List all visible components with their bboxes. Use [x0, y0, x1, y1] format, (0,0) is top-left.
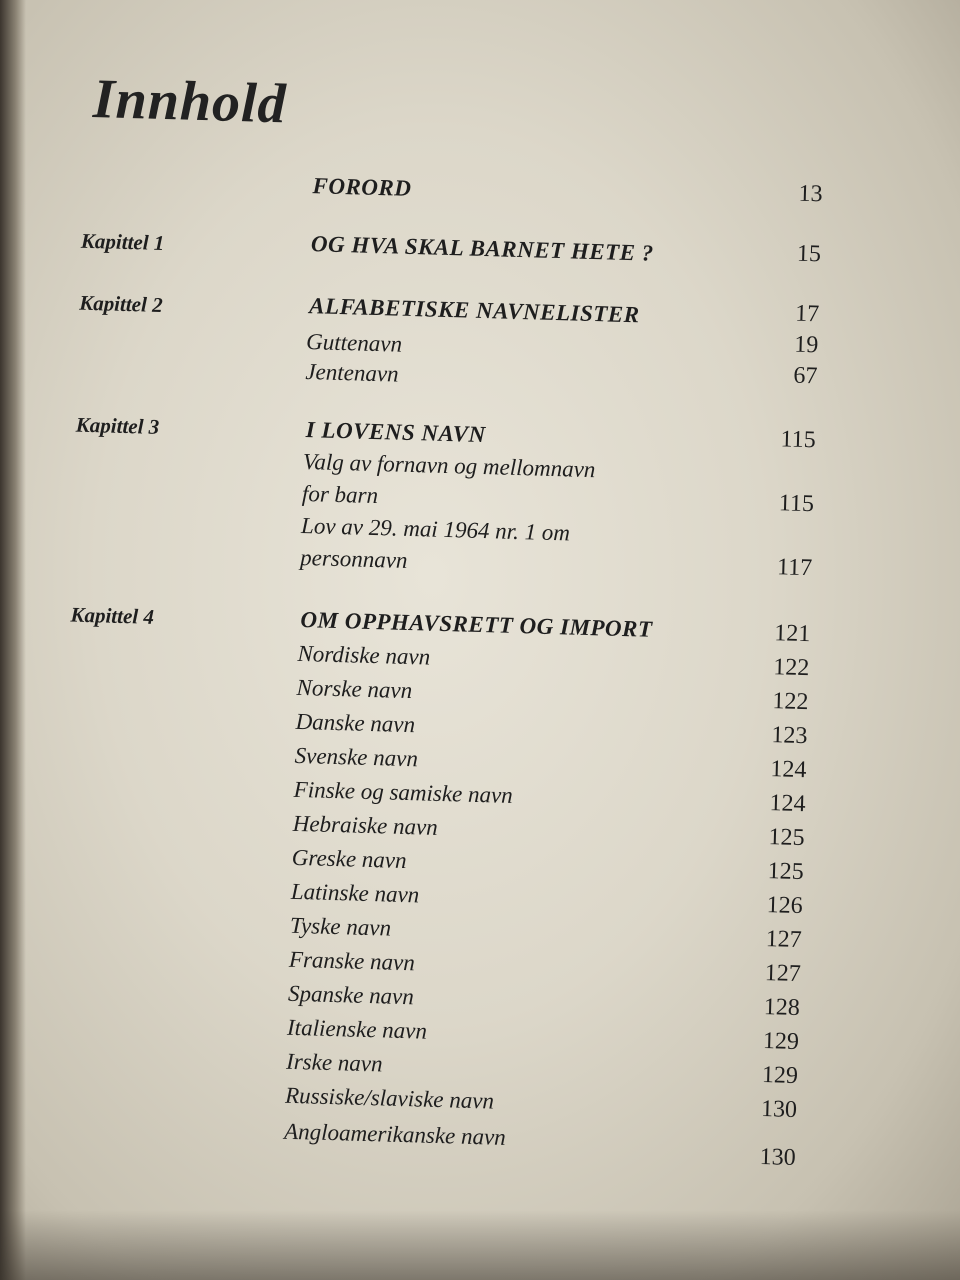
toc-subentry: personnavn — [299, 544, 408, 573]
toc-subentry: Finske og samiske navn — [293, 776, 514, 808]
toc-subentry: Lov av 29. mai 1964 nr. 1 om — [300, 512, 571, 546]
toc-subentry: Danske navn — [295, 708, 416, 738]
toc-page-number: 17 — [794, 300, 820, 328]
toc-subentry: Irske navn — [285, 1048, 383, 1077]
toc-page-number: 130 — [760, 1096, 798, 1124]
toc-page-number: 115 — [780, 426, 817, 454]
toc-subentry: Hebraiske navn — [292, 810, 439, 840]
toc-page-number: 121 — [773, 620, 811, 648]
toc-page-number: 124 — [770, 756, 807, 784]
toc-subentry: Guttenavn — [305, 329, 403, 357]
toc-page-number: 125 — [768, 824, 805, 852]
toc-subentry: for barn — [301, 480, 379, 509]
toc-page-number: 125 — [767, 858, 805, 886]
toc-subentry: Nordiske navn — [297, 640, 431, 670]
toc-page-number: 129 — [761, 1062, 799, 1090]
toc-page-number: 123 — [771, 722, 808, 750]
toc-heading: OM OPPHAVSRETT OG IMPORT — [300, 606, 653, 642]
toc-chapter-label: Kapittel 4 — [70, 602, 155, 629]
toc-page-number: 124 — [769, 790, 806, 818]
toc-heading: ALFABETISKE NAVNELISTER — [308, 293, 640, 328]
toc-page-number: 127 — [765, 926, 803, 954]
toc-subentry: Spanske navn — [287, 980, 415, 1010]
toc-page-number: 122 — [772, 654, 810, 682]
toc-chapter-label: Kapittel 3 — [75, 412, 160, 439]
toc-page-number: 67 — [793, 362, 818, 390]
toc-subentry: Angloamerikanske navn — [283, 1118, 507, 1150]
toc-page-number: 126 — [766, 892, 804, 920]
toc-subentry: Jentenavn — [305, 359, 399, 387]
toc-page-number: 117 — [776, 554, 813, 582]
toc-subentry: Greske navn — [291, 844, 407, 874]
toc-page-number: 128 — [763, 994, 801, 1022]
toc-subentry: Tyske navn — [289, 912, 392, 941]
toc-heading: I LOVENS NAVN — [305, 417, 486, 448]
toc-subentry: Norske navn — [296, 674, 413, 704]
toc-page-number: 115 — [778, 490, 815, 518]
toc-subentry: Russiske/slaviske navn — [284, 1082, 495, 1114]
toc-subentry: Valg av fornavn og mellomnavn — [302, 448, 596, 483]
toc-page-number: 127 — [764, 960, 802, 988]
toc-page-number: 15 — [796, 240, 822, 268]
toc-heading: OG HVA SKAL BARNET HETE ? — [310, 231, 655, 266]
toc-page-number: 130 — [759, 1144, 797, 1172]
toc-chapter-label: Kapittel 1 — [80, 228, 165, 256]
toc-heading-forord: FORORD — [312, 173, 412, 201]
bottom-shadow — [0, 1210, 960, 1280]
toc-subentry: Franske navn — [288, 946, 416, 976]
toc-subentry: Svenske navn — [294, 742, 419, 772]
page-title: Innhold — [92, 67, 288, 136]
toc-page-number: 129 — [762, 1028, 800, 1056]
toc-subentry: Latinske navn — [290, 878, 420, 908]
toc-chapter-label: Kapittel 2 — [78, 290, 163, 318]
toc-page-number: 13 — [798, 180, 823, 208]
toc-subentry: Italienske navn — [286, 1014, 428, 1044]
toc-page-number: 122 — [772, 688, 809, 716]
toc-page-number: 19 — [794, 331, 819, 359]
